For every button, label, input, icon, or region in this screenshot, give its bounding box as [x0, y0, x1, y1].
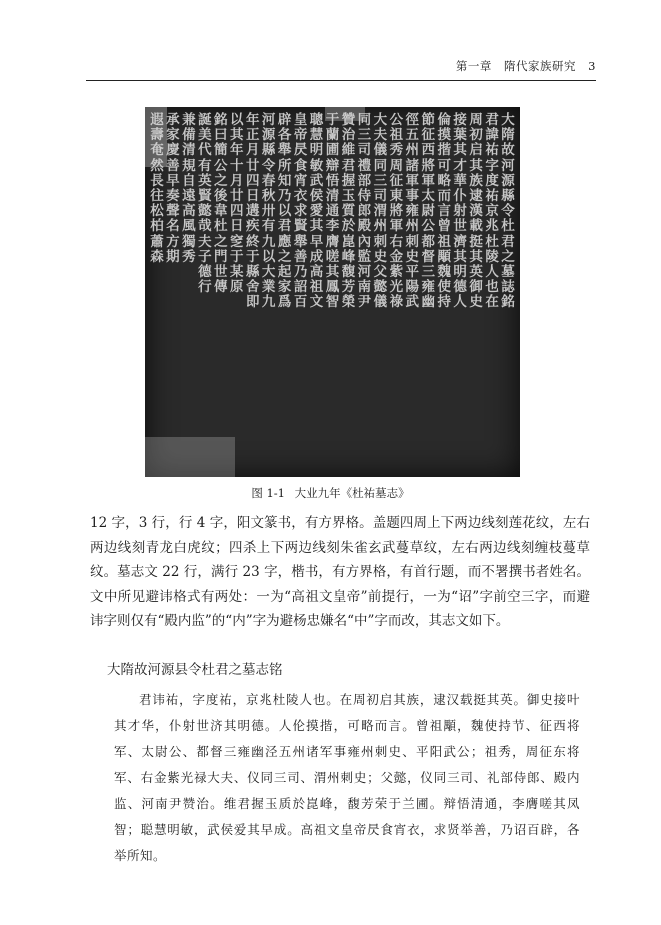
rubbing-text-column: 倫摸揩可略而言曾祖顒魏使持: [437, 112, 451, 311]
rubbing-text-column: 贊治維君握玉質於崑峰馥芳榮: [341, 112, 356, 311]
epitaph-rubbing-image: [145, 107, 520, 477]
rubbing-text-column: 誕美代有英賢懿哉夫子德行: [198, 112, 212, 296]
rubbing-text-column: 遐壽奄然長往松柏蕭森: [150, 112, 164, 265]
body-paragraph: 12 字，3 行，行 4 字，阳文篆书，有方界格。盖题四周上下两边线刻莲花纹，左右两边线刻青龙白虎纹；四杀上下两边线刻朱雀玄武蔓草纹，左右两边线刻缠枝蔓草纹。墓志文 22 行，满行 23 字，楷书，有方界格，有首行题，而不署撰书者姓名。文中所见避讳格式有两处：一为“高祖文皇帝”前提行，一为“诏”字前空三字，而避讳字则仅有“殿内监”的“内”字为避杨忠嫌名“中”字而改，其志文如下。: [90, 515, 590, 629]
rubbing-text-column: 銘曰簡公之後韋杜之門世傳: [214, 112, 228, 296]
inscription-text: 君讳祐，字度祐，京兆杜陵人也。在周初启其族，逮汉载挺其英。御史接叶其才华，仆射世济其明德。人伦摸揩，可略而言。曾祖顒，魏使持节、征西将军、太尉公、都督三雍幽泾五州诸军事雍州刺史、平阳武公；祖秀，周征东将军、右金紫光禄大夫、仪同三司、渭州刺史；父懿，仪同三司、礼部侍郎、殿内监、河南尹赞治。维君握玉质於崑峰，馥芳荣于兰圃。辩悟清通，李膺嗟其凤智；聪慧明敏，武侯爱其早成。高祖文皇帝昃食宵衣，求贤举善，乃诏百辟，各举所知。: [114, 692, 580, 863]
rubbing-text-column: 辟各舉所知乃以君應之起家爲: [277, 112, 292, 311]
rubbing-text-column: 于蘭圃辯悟清通李膺嗟其鳳智: [325, 112, 340, 311]
rubbing-text-column: 周初启其族逮漢載挺其英御史: [469, 112, 483, 311]
rubbing-stain: [145, 437, 235, 477]
chapter-title: 隋代家族研究: [504, 59, 577, 73]
rubbing-text-column: 兼備清規自遠高風獨秀: [182, 112, 196, 265]
figure-caption: [0, 485, 661, 501]
rubbing-text-column: 節征西將軍太尉公都督三雍幽: [421, 112, 435, 311]
rubbing-text-column: 同三司禮部侍郎殿內監河南尹: [357, 112, 372, 311]
inscription-title: 大隋故河源县令杜君之墓志铭: [107, 662, 283, 678]
rubbing-text-column: 徑五州諸軍事雍州刺史平陽武: [405, 112, 420, 311]
rubbing-text-column: 公祖秀周征東將軍右金紫光祿: [389, 112, 404, 311]
rubbing-text-column: 接葉其才華仆射世濟其明德人: [453, 112, 467, 311]
rubbing-text-column: 大隋故河源縣令杜君之墓誌銘: [501, 112, 515, 311]
page-number: 3: [588, 59, 596, 73]
running-header: [86, 58, 596, 81]
rubbing-text-column: 河源縣令春秋卅有九以大業九: [261, 112, 276, 311]
rubbing-text-column: 君諱祐字度祐京兆杜陵人也在: [485, 112, 499, 311]
rubbing-text-column: 以其年十月廿四日窆于某原: [230, 112, 244, 296]
figure-caption-label: 图 1-1: [251, 486, 286, 500]
rubbing-text-column: 聰慧明敏武侯愛其早成高祖文: [309, 112, 324, 311]
chapter-label: 第一章: [455, 59, 492, 73]
rubbing-text-column: 年正月廿四日遘疾終于縣舍即: [245, 112, 260, 311]
figure-caption-text: 大业九年《杜祐墓志》: [294, 486, 410, 500]
rubbing-text-column: 大夫儀同三司渭州刺史父懿儀: [373, 112, 388, 311]
rubbing-text-column: 皇帝昃食宵衣求賢舉善乃詔百: [293, 112, 308, 311]
rubbing-text-column: 承家慶善早奏聲名方期: [166, 112, 180, 265]
